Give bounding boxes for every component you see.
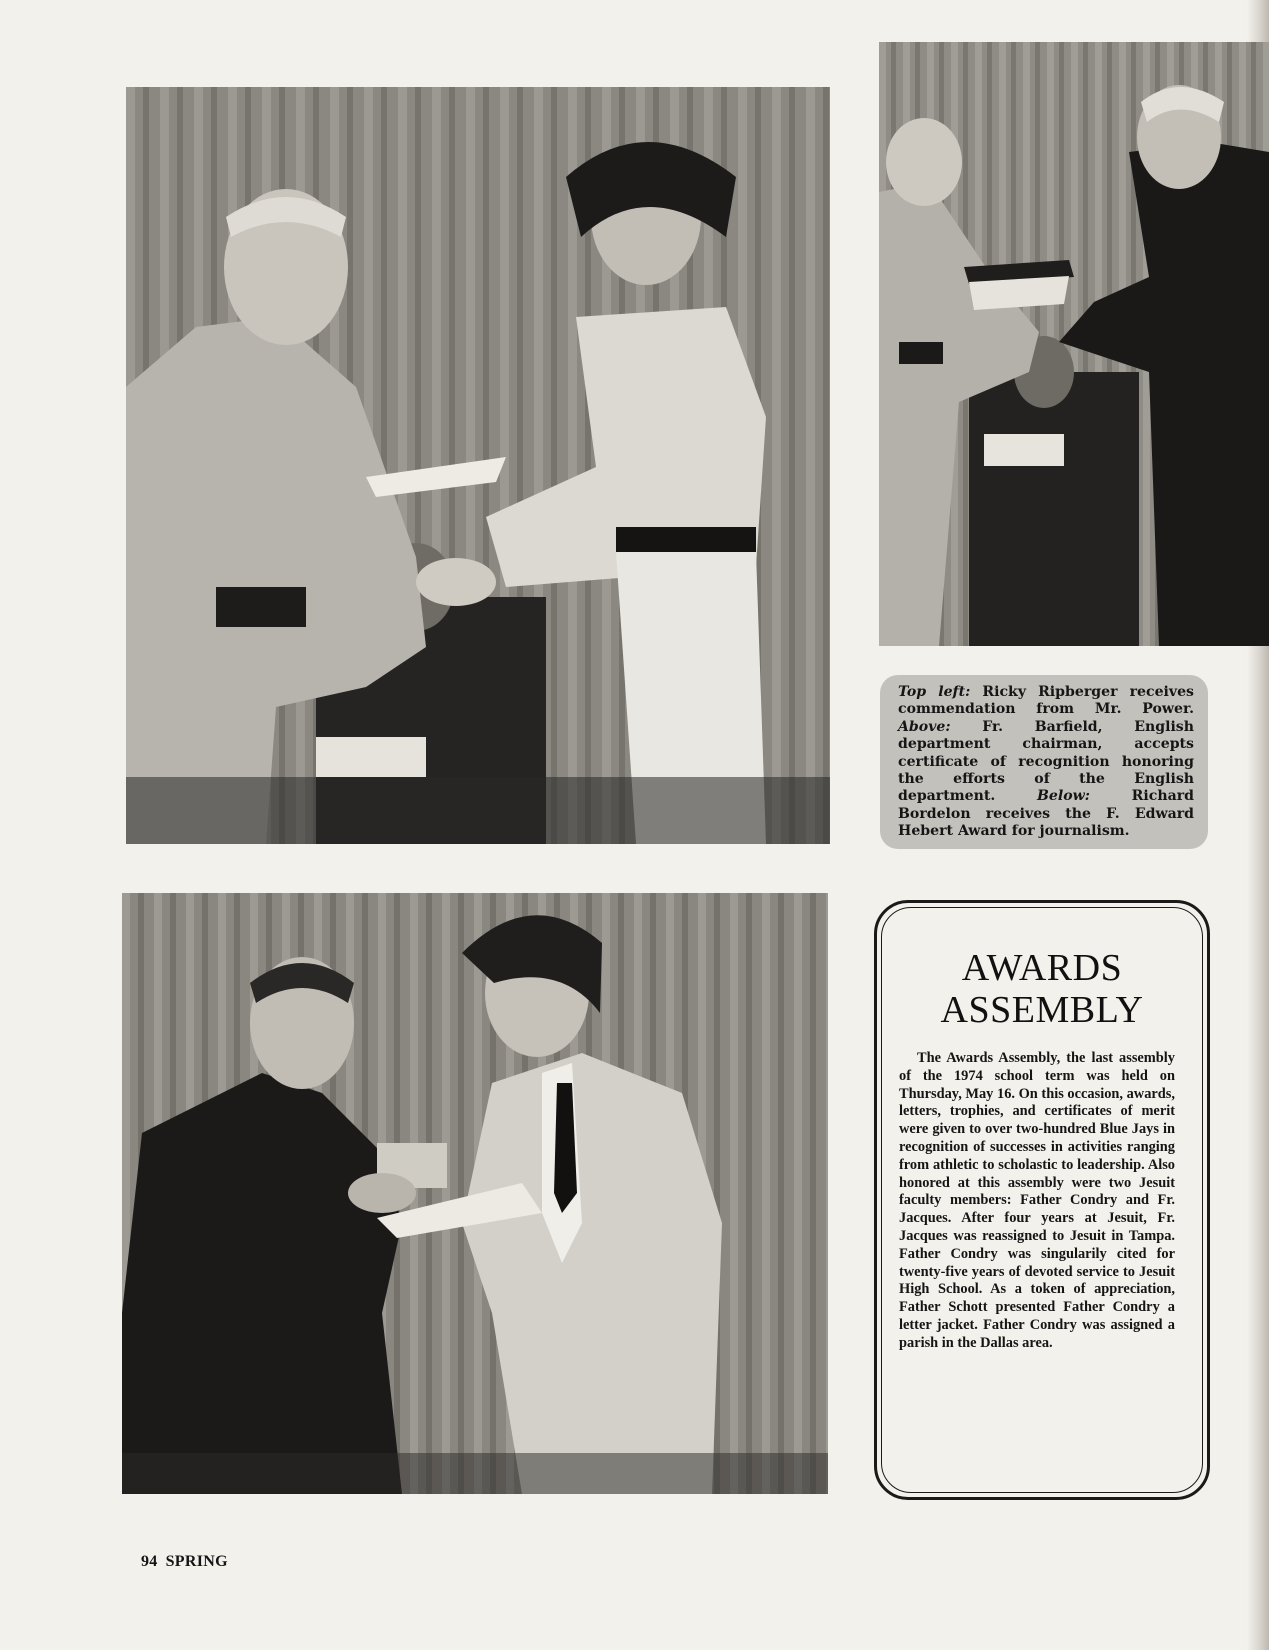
story-title-line-1: AWARDS [961,947,1123,989]
caption-text-below: Richard Bordelon receives the F. Edward Hebert Award for journalism. [898,788,1194,840]
caption-label-above: Above: [898,718,951,735]
caption-text-above: Fr. Barfield, English department chairman, accepts certificate of recognition honoring the efforts of the English department. [898,718,1194,805]
photo-bottom [122,893,828,1494]
caption-label-below: Below: [1037,788,1090,805]
photo-top-left-image [126,87,830,844]
photo-top-right [879,42,1269,646]
photo-top-left [126,87,830,844]
page-folio [141,1553,228,1571]
section-name: SPRING [165,1553,228,1570]
story-title-line-2: ASSEMBLY [940,989,1144,1031]
photo-top-right-image [879,42,1269,646]
caption-text-top-left: Ricky Ripberger receives commendation from Mr. Power. [898,684,1194,718]
page-number: 94 [141,1553,158,1570]
photo-bottom-image [122,893,828,1494]
story-body: The Awards Assembly, the last assembly of the 1974 school term was held on Thursday, May 16. On this occasion, awards, letters, trophies, and certificates of merit were given to over two-hundred Blue Jays in recognition of successes in activities ranging from athletic to scholastic to leadership. Also honored at this assembly were two Jesuit faculty members: Father Condry and Fr. Jacques. After four years at Jesuit, Fr. Jacques was reassigned to Jesuit in Tampa. Father Condry was singularily cited for twenty-five years of devoted service to Jesuit High School. As a token of appreciation, Father Schott presented Father Condry a letter jacket. Father Condry was assigned a parish in the Dallas area. [899,1050,1175,1351]
caption-label-top-left: Top left: [898,684,971,700]
photo-caption [880,675,1208,849]
